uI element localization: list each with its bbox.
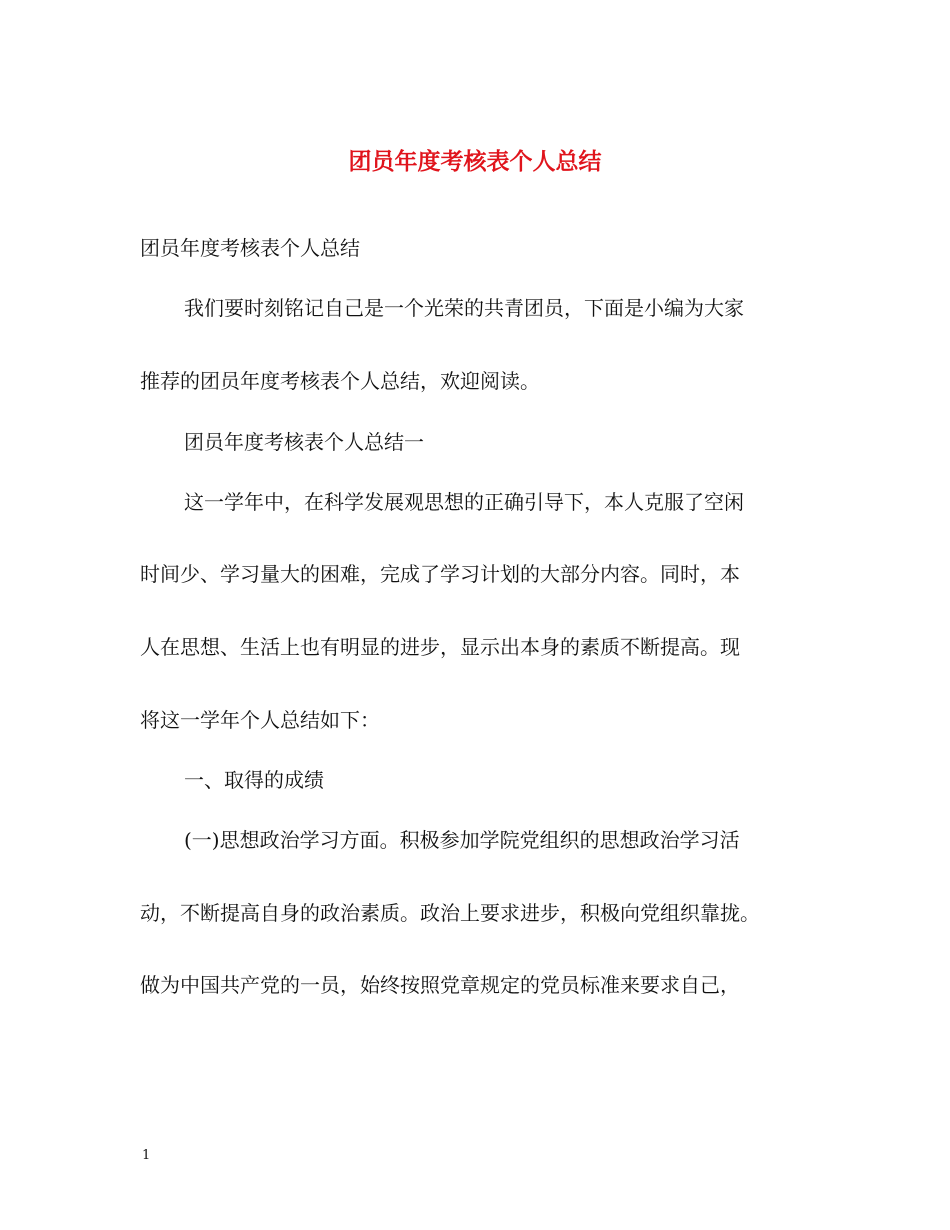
paragraph-line: 推荐的团员年度考核表个人总结，欢迎阅读。 bbox=[140, 369, 540, 393]
paragraph-line: 人在思想、生活上也有明显的进步，显示出本身的素质不断提高。现 bbox=[140, 635, 740, 659]
subtitle-line: 团员年度考核表个人总结 bbox=[140, 236, 360, 260]
page-title: 团员年度考核表个人总结 bbox=[348, 148, 602, 175]
paragraph-line: 做为中国共产党的一员，始终按照党章规定的党员标准来要求自己， bbox=[140, 973, 740, 997]
paragraph-line: 这一学年中，在科学发展观思想的正确引导下，本人克服了空闲 bbox=[184, 490, 744, 514]
paragraph-line: (一)思想政治学习方面。积极参加学院党组织的思想政治学习活 bbox=[184, 828, 740, 852]
section-heading: 团员年度考核表个人总结一 bbox=[184, 430, 424, 454]
paragraph-line: 动，不断提高自身的政治素质。政治上要求进步，积极向党组织靠拢。 bbox=[140, 901, 760, 925]
page-number: 1 bbox=[142, 1148, 151, 1163]
paragraph-line: 将这一学年个人总结如下： bbox=[140, 708, 380, 732]
paragraph-line: 时间少、学习量大的困难，完成了学习计划的大部分内容。同时，本 bbox=[140, 562, 740, 586]
paragraph-line: 我们要时刻铭记自己是一个光荣的共青团员，下面是小编为大家 bbox=[184, 296, 744, 320]
section-heading: 一、取得的成绩 bbox=[184, 768, 324, 792]
